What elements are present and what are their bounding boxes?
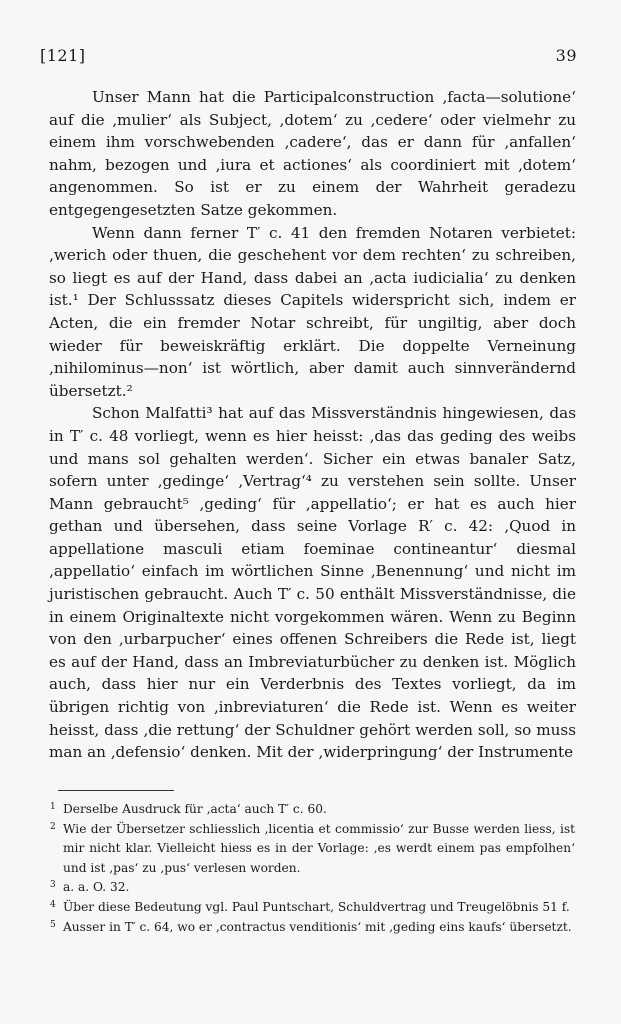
footnote-text: Ausser in T′ c. 64, wo er ‚contractus venditionis‘ mit ‚geding eins kaufs‘ übersetzt. [63, 919, 572, 934]
page-number: 39 [555, 46, 577, 65]
footnote-number: 1 [50, 802, 56, 812]
footnote-number: 3 [50, 880, 56, 891]
footnote [50, 898, 575, 918]
paragraph: Unser Mann hat die Participalconstruction ‚facta—solutione‘ auf die ‚mulier‘ als Subject, ‚dotem‘ zu ‚cedere‘ oder vielmehr zu einem ihm vorschwebenden ‚cadere‘, das er dann für ‚anfallen‘ nahm, bezogen und ‚iura et actiones‘ als coordiniert mit ‚dotem‘ angenommen. So ist er zu einem der Wahrheit geradezu entgegengesetzten Satze gekommen. [49, 88, 576, 219]
section-number: [121] [40, 46, 86, 65]
footnote-text: Wie der Übersetzer schliesslich ‚licentia et commissio‘ zur Busse werden liess, ist mir nicht klar. Vielleicht hiess es in der Vorlage: ‚es werdt einem pas empfolhen‘ und ist ‚pas‘ zu ‚pus‘ verlesen worden. [63, 821, 575, 875]
footnotes [50, 800, 575, 937]
footnote-text: a. a. O. 32. [63, 880, 130, 895]
footnote-number: 2 [50, 821, 56, 832]
paragraph: Wenn dann ferner T′ c. 41 den fremden Notaren verbietet: ‚werich oder thuen, die geschehent vor dem rechten‘ zu schreiben, so liegt es auf der Hand, dass dabei an ‚acta iudicialia‘ zu denken ist.¹ Der Schlusssatz dieses Capitels widerspricht sich, indem er Acten, die ein fremder Notar schreibt, für ungiltig, aber doch wieder für beweiskräftig erklärt. Die doppelte Verneinung ‚nihilominus—non‘ ist wörtlich, aber damit auch sinnverändernd übersetzt.² [49, 223, 576, 400]
footnote [50, 820, 575, 879]
footnote [50, 918, 575, 938]
footnote [50, 800, 575, 820]
footnote-text: Über diese Bedeutung vgl. Paul Puntschart, Schuldvertrag und Treugelöbnis 51 f. [63, 899, 570, 914]
page-header [40, 46, 577, 65]
footnote-number: 5 [50, 919, 56, 930]
footnote [50, 878, 575, 898]
footnote-number: 4 [50, 899, 56, 910]
footnote-divider [58, 790, 174, 791]
body-text [49, 86, 576, 764]
footnote-text: Derselbe Ausdruck für ‚acta‘ auch T′ c. 60. [63, 802, 327, 816]
paragraph: Schon Malfatti³ hat auf das Missverständnis hingewiesen, das in T′ c. 48 vorliegt, wenn es hier heisst: ‚das das geding des weibs und mans sol gehalten werden‘. Sicher ein etwas banaler Satz, sofern unter ‚gedinge‘ ‚Vertrag‘⁴ zu verstehen sein sollte. Unser Mann gebraucht⁵ ‚geding‘ für ‚appellatio‘; er hat es auch hier gethan und übersehen, dass seine Vorlage R′ c. 42: ‚Quod in appellatione masculi etiam foeminae contineantur‘ diesmal ‚appellatio‘ einfach im wörtlichen Sinne ‚Benennung‘ und nicht im juristischen gebraucht. Auch T′ c. 50 enthält Missverständnisse, die in einem Originaltexte nicht vorgekommen wären. Wenn zu Beginn von den ‚urbarpucher‘ eines offenen Schreibers die Rede ist, liegt es auf der Hand, dass an Imbreviaturbücher zu denken ist. Möglich auch, dass hier nur ein Verderbnis des Textes vorliegt, da im übrigen richtig von ‚inbreviaturen‘ die Rede ist. Wenn es weiter heisst, dass ‚die rettung‘ der Schuldner gehört werden soll, so muss man an ‚defensio‘ denken. Mit der ‚widerpringung‘ der Instrumente [49, 404, 576, 762]
